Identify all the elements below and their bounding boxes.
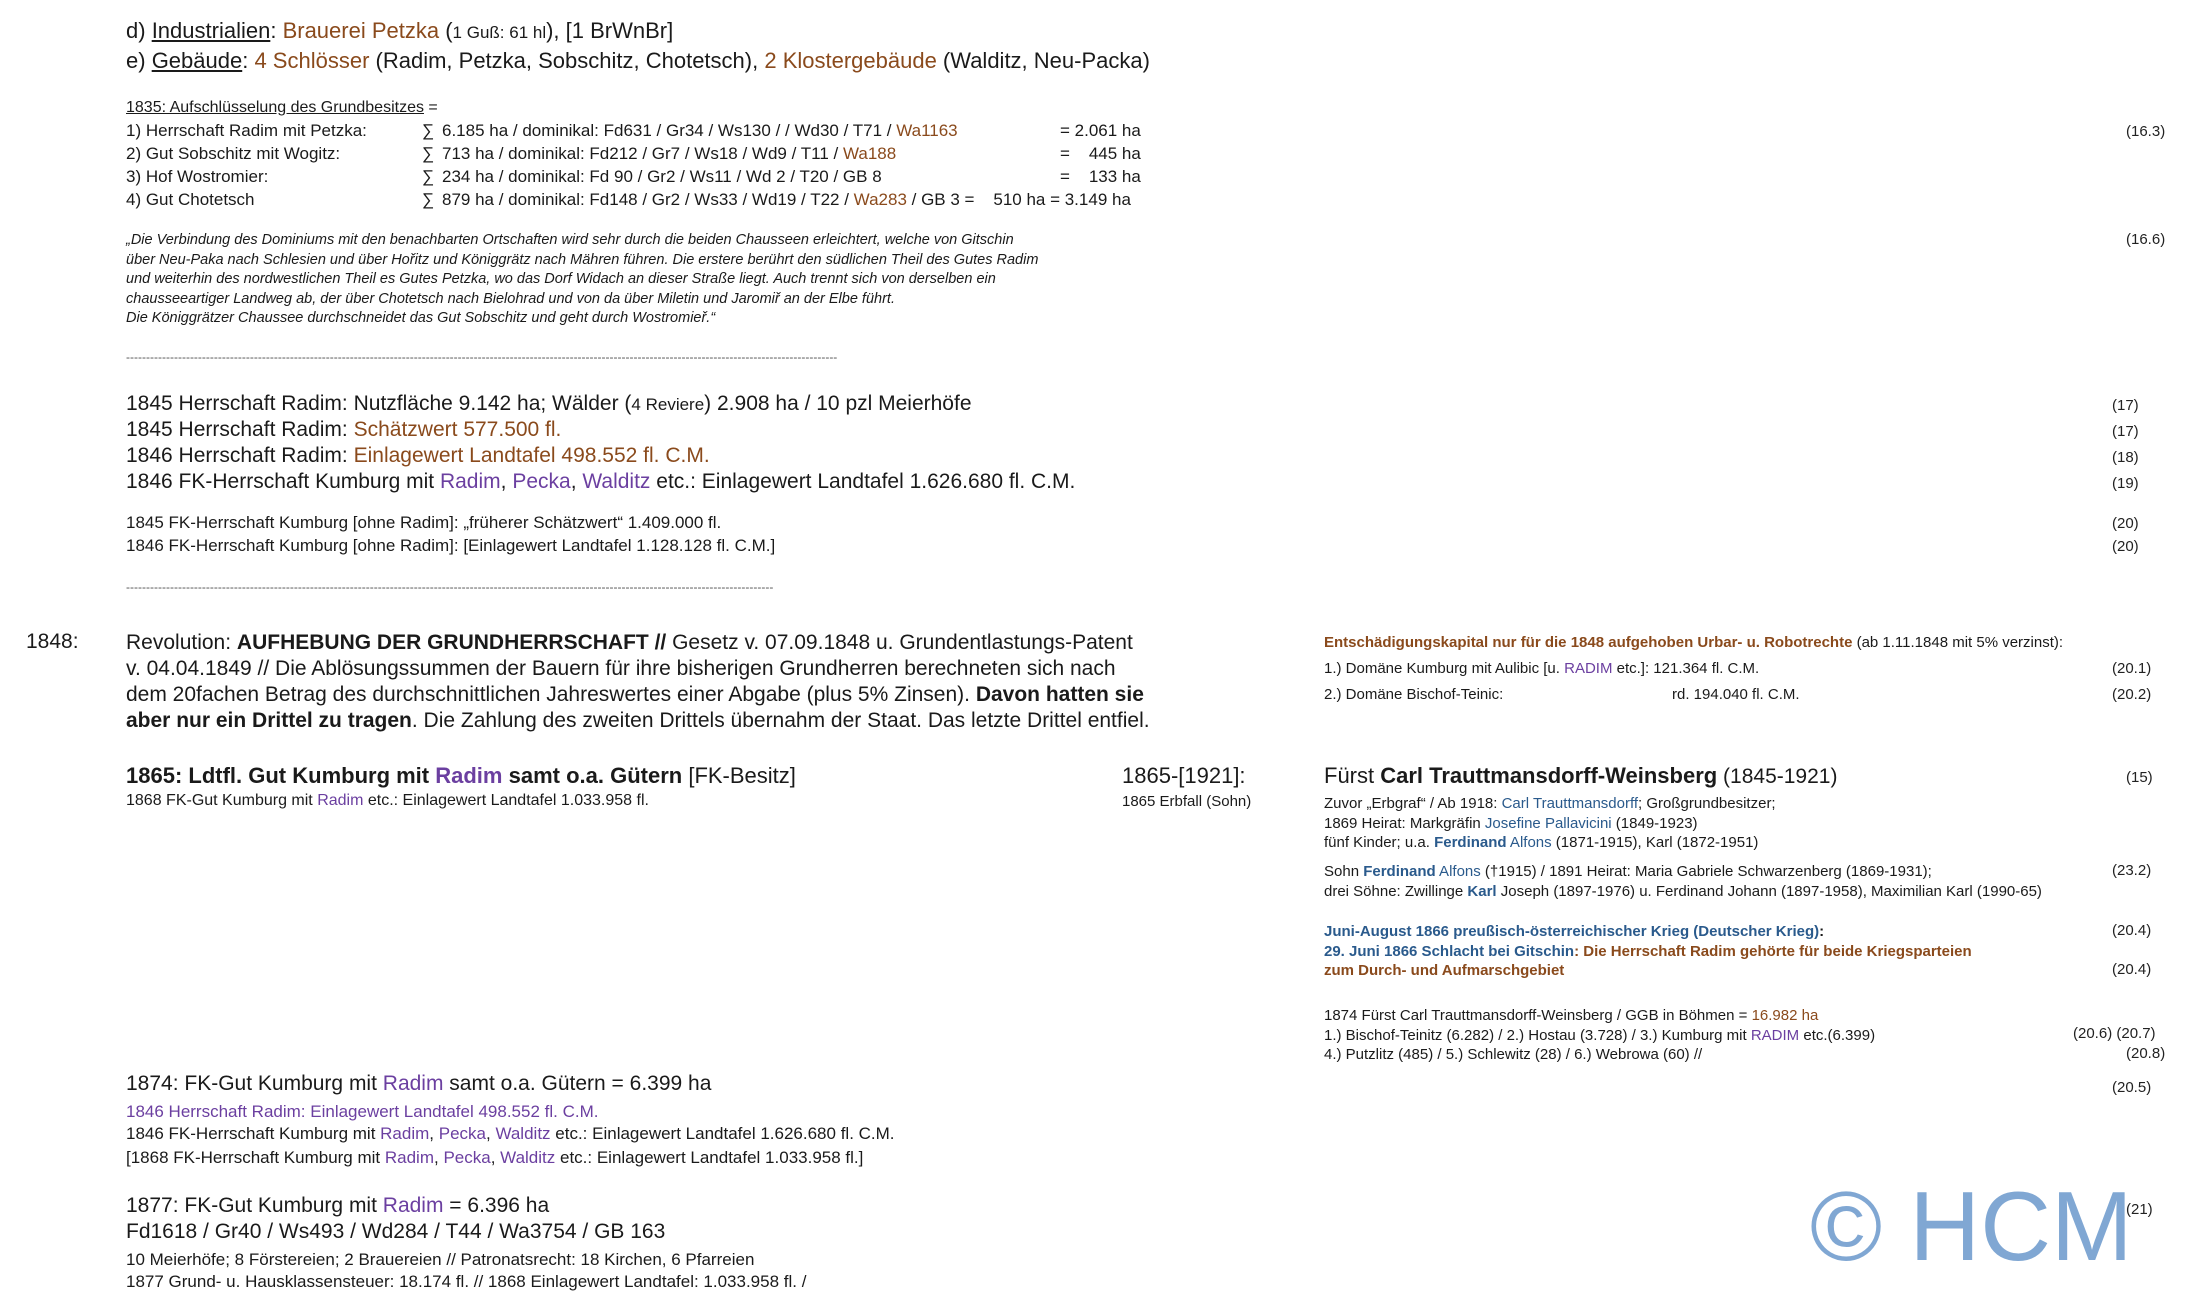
schaetzwert: Schätzwert 577.500 fl. bbox=[353, 418, 562, 441]
line-1846-kumburg-b bbox=[126, 1124, 895, 1144]
row-total: = 445 ha bbox=[1060, 144, 1141, 163]
ref-21: (21) bbox=[2126, 1201, 2153, 1218]
text: (Walditz, Neu-Packa) bbox=[936, 48, 1150, 73]
krieg-block bbox=[1324, 922, 1972, 981]
sigma: ∑ bbox=[422, 190, 435, 209]
ref-20-2: (20.2) bbox=[2112, 686, 2152, 703]
row-values: 6.185 ha / dominikal: Fd631 / Gr34 / Ws130 / / Wd30 / T71 / bbox=[442, 121, 897, 140]
detail-line bbox=[1324, 862, 2042, 882]
name: Carl Trauttmansdorff-Weinsberg bbox=[1380, 763, 1718, 788]
text: samt o.a. Gütern = 6.399 ha bbox=[443, 1072, 712, 1095]
text: , bbox=[485, 1124, 496, 1143]
text: , bbox=[500, 470, 513, 493]
row-name: 2) Gut Sobschitz mit Wogitz: bbox=[126, 144, 341, 163]
line-1846-kumburg bbox=[126, 470, 1075, 494]
text: Fürst bbox=[1324, 763, 1381, 788]
text: etc.]: 121.364 fl. C.M. bbox=[1612, 660, 1760, 677]
domaene-kumburg bbox=[1324, 660, 1759, 677]
text: dem 20fachen Betrag des durchschnittlichen Jahreswertes einer Abgabe (plus 5% Zinsen). bbox=[126, 683, 976, 706]
text: etc.: Einlagewert Landtafel 1.033.958 fl.] bbox=[555, 1148, 864, 1167]
walditz: Walditz bbox=[495, 1124, 551, 1143]
sigma: ∑ bbox=[422, 121, 435, 140]
text: : Ldtfl. Gut Kumburg mit bbox=[174, 763, 436, 788]
line-1877-steuer: 1877 Grund- u. Hausklassensteuer: 18.174 fl. // 1868 Einlagewert Landtafel: 1.033.958 fl. / bbox=[126, 1272, 807, 1291]
ref-23-2: (23.2) bbox=[2112, 862, 2152, 879]
text: etc.: Einlagewert Landtafel 1.626.680 fl. C.M. bbox=[550, 1124, 895, 1143]
paragraph-line bbox=[126, 682, 1150, 708]
ref-16-6: (16.6) bbox=[2126, 231, 2166, 248]
text: 1845 Herrschaft Radim: bbox=[126, 418, 354, 441]
ref-20-5: (20.5) bbox=[2112, 1079, 2152, 1096]
ref-20a: (20) bbox=[2112, 515, 2139, 532]
krieg-line bbox=[1324, 942, 1972, 962]
text: , bbox=[429, 1124, 439, 1143]
wald-value: Wa283 bbox=[853, 190, 907, 209]
row-values: 879 ha / dominikal: Fd148 / Gr2 / Ws33 / Wd19 / T22 / bbox=[442, 190, 854, 209]
aufhebung: AUFHEBUNG DER GRUNDHERRSCHAFT // bbox=[236, 631, 667, 654]
text: etc.: Einlagewert Landtafel 1.626.680 fl. C.M. bbox=[650, 470, 1076, 493]
text: 1868 FK-Gut Kumburg mit bbox=[126, 792, 318, 809]
grundbesitz-row bbox=[126, 121, 1141, 141]
detail-line bbox=[1324, 882, 2042, 902]
row-name: 3) Hof Wostromier: bbox=[126, 167, 269, 186]
guss-text: 1 Guß: 61 hl bbox=[452, 23, 547, 42]
text: , bbox=[434, 1148, 444, 1167]
text: ( bbox=[439, 18, 453, 43]
schlacht: 29. Juni 1866 Schlacht bei Gitschin bbox=[1324, 942, 1575, 960]
text: ), [1 BrWnBr] bbox=[546, 18, 674, 43]
ref-17a: (17) bbox=[2112, 397, 2139, 414]
years-1865-1921: 1865-[1921]: bbox=[1122, 763, 1246, 788]
domaene-bischof: 2.) Domäne Bischof-Teinic: bbox=[1324, 686, 1504, 703]
text: 1877: FK-Gut Kumburg mit bbox=[126, 1194, 383, 1217]
text: (ab 1.11.1848 mit 5% verzinst): bbox=[1852, 634, 2064, 651]
krieg-title: Juni-August 1866 preußisch-österreichischer Krieg (Deutscher Krieg) bbox=[1324, 923, 1820, 940]
gebaeude-label: Gebäude bbox=[151, 48, 243, 73]
text: : Die Herrschaft Radim gehörte für beide Kriegsparteien bbox=[1574, 942, 1972, 960]
detail-line bbox=[1324, 833, 1776, 853]
text: , bbox=[490, 1148, 501, 1167]
ref-20-4b: (20.4) bbox=[2112, 961, 2152, 978]
radim: RADIM bbox=[1564, 660, 1613, 677]
name-link: Carl Trauttmansdorff bbox=[1501, 795, 1639, 812]
text: 1874: FK-Gut Kumburg mit bbox=[126, 1072, 383, 1095]
paragraph-line bbox=[126, 708, 1150, 734]
text: Zuvor „Erbgraf“ / Ab 1918: bbox=[1324, 795, 1502, 812]
text: 1846 FK-Herrschaft Kumburg mit bbox=[126, 1124, 381, 1143]
grundbesitz-row bbox=[126, 167, 1141, 187]
radim: Radim bbox=[382, 1072, 444, 1095]
colon: : bbox=[242, 48, 255, 73]
text: [FK-Besitz] bbox=[682, 763, 796, 788]
radim: Radim bbox=[382, 1194, 444, 1217]
text: = bbox=[423, 99, 438, 116]
entschaedigung-heading bbox=[1324, 634, 2063, 651]
quote-line: chausseeartiger Landweg ab, der über Chotetsch nach Bielohrad und von da über Miletin und Jaromiř an der Elbe führt. bbox=[126, 290, 895, 307]
text: ; Großgrundbesitzer; bbox=[1638, 795, 1776, 812]
section-1835-heading bbox=[126, 99, 438, 117]
e-prefix: e) bbox=[126, 48, 152, 73]
text: ) 2.908 ha / 10 pzl Meierhöfe bbox=[704, 392, 972, 415]
line-1877-flaechen: Fd1618 / Gr40 / Ws493 / Wd284 / T44 / Wa3754 / GB 163 bbox=[126, 1220, 666, 1243]
copyright-watermark: © HCM bbox=[1810, 1171, 2133, 1281]
row-name: 1) Herrschaft Radim mit Petzka: bbox=[126, 121, 367, 140]
text: Gesetz v. 07.09.1848 u. Grundentlastungs-Patent bbox=[666, 631, 1133, 654]
text: fünf Kinder; u.a. bbox=[1324, 834, 1435, 851]
row-values: 234 ha / dominikal: Fd 90 / Gr2 / Ws11 / Wd 2 / T20 / GB 8 bbox=[442, 167, 882, 186]
ref-20-8: (20.8) bbox=[2126, 1045, 2166, 1062]
row-values: 713 ha / dominikal: Fd212 / Gr7 / Ws18 / Wd9 / T11 / bbox=[442, 144, 843, 163]
text: . Die Zahlung des zweiten Drittels übernahm der Staat. Das letzte Drittel entfiel. bbox=[411, 709, 1150, 732]
walditz: Walditz bbox=[582, 470, 651, 493]
quote-line: Die Königgrätzer Chaussee durchschneidet das Gut Sobschitz und geht durch Wostromieř.“ bbox=[126, 310, 716, 326]
text: [1868 FK-Herrschaft Kumburg mit bbox=[126, 1148, 385, 1167]
row-name: 4) Gut Chotetsch bbox=[126, 190, 255, 209]
line-1845-nutzflaeche bbox=[126, 392, 972, 416]
industrialien-label: Industrialien bbox=[151, 18, 271, 43]
text: 1874 Fürst Carl Trauttmansdorff-Weinsberg / GGB in Böhmen = bbox=[1324, 1007, 1752, 1024]
text: Joseph (1897-1976) u. Ferdinand Johann (1897-1958), Maximilian Karl (1990-65) bbox=[1496, 882, 2042, 900]
years: (1845-1921) bbox=[1717, 765, 1838, 788]
row-total: = 133 ha bbox=[1060, 167, 1141, 186]
quote-block bbox=[126, 231, 1038, 329]
line-1846-fk-einlagewert: 1846 FK-Herrschaft Kumburg [ohne Radim]: [Einlagewert Landtafel 1.128.128 fl. C.M.] bbox=[126, 536, 776, 555]
year: 1865 bbox=[126, 763, 175, 788]
name-bold: Karl bbox=[1467, 882, 1497, 900]
title-1865 bbox=[126, 763, 796, 789]
ref-20b: (20) bbox=[2112, 538, 2139, 555]
einlagewert: Einlagewert Landtafel 498.552 fl. C.M. bbox=[353, 444, 710, 467]
name-link: Alfons bbox=[1435, 863, 1481, 880]
name-bold: Ferdinand bbox=[1434, 834, 1507, 851]
text: 1869 Heirat: Markgräfin bbox=[1324, 814, 1485, 832]
text: 1846 FK-Herrschaft Kumburg mit bbox=[126, 470, 440, 493]
ref-20-1: (20.1) bbox=[2112, 660, 2152, 677]
ref-20-4a: (20.4) bbox=[2112, 922, 2152, 939]
industrialien-line bbox=[126, 18, 673, 44]
text: etc.: Einlagewert Landtafel 1.033.958 fl. bbox=[363, 792, 649, 809]
walditz: Walditz bbox=[500, 1148, 556, 1167]
text: 1845 Herrschaft Radim: Nutzfläche 9.142 ha; Wälder ( bbox=[126, 392, 632, 415]
line-1845-schaetzwert bbox=[126, 418, 561, 442]
year-1848: 1848: bbox=[26, 630, 79, 653]
heading-bold: Entschädigungskapital nur für die 1848 aufgehoben Urbar- u. Robotrechte bbox=[1324, 634, 1853, 651]
pecka: Pecka bbox=[438, 1124, 486, 1143]
separator: ------------------------------------------------------------------------------------------------------------------------------------------------------------------ bbox=[126, 580, 774, 594]
fuerst-title bbox=[1324, 763, 1837, 789]
hectares: 16.982 ha bbox=[1751, 1007, 1819, 1024]
ggb-block bbox=[1324, 1006, 1875, 1065]
line-1874 bbox=[126, 1072, 711, 1096]
text: etc.(6.399) bbox=[1799, 1026, 1876, 1044]
ref-20-6-20-7: (20.6) (20.7) bbox=[2073, 1025, 2156, 1042]
revolution-paragraph bbox=[126, 630, 1150, 734]
bold-text: Davon hatten sie bbox=[975, 683, 1144, 706]
text: Revolution: bbox=[126, 631, 237, 654]
row-total: / GB 3 = 510 ha = 3.149 ha bbox=[906, 190, 1131, 209]
ref-19: (19) bbox=[2112, 475, 2139, 492]
radim: Radim bbox=[439, 470, 501, 493]
klostergebaeude: 2 Klostergebäude bbox=[764, 48, 937, 73]
detail-line bbox=[1324, 814, 1776, 834]
radim: Radim bbox=[380, 1124, 430, 1143]
sohn-details bbox=[1324, 862, 2042, 901]
wald-value: Wa188 bbox=[842, 144, 897, 163]
krieg-line bbox=[1324, 922, 1972, 942]
row-total: = 2.061 ha bbox=[1060, 121, 1141, 140]
fuerst-details bbox=[1324, 794, 1776, 853]
line-1877-meierhoefe: 10 Meierhöfe; 8 Förstereien; 2 Brauereien // Patronatsrecht: 18 Kirchen, 6 Pfarreien bbox=[126, 1250, 755, 1269]
paragraph-line bbox=[126, 630, 1150, 656]
text: (1871-1915), Karl (1872-1951) bbox=[1551, 834, 1759, 851]
d-prefix: d) bbox=[126, 18, 152, 43]
sigma: ∑ bbox=[422, 144, 435, 163]
detail-line bbox=[1324, 794, 1776, 814]
ggb-line: 4.) Putzlitz (485) / 5.) Schlewitz (28) / 6.) Webrowa (60) // bbox=[1324, 1046, 1703, 1063]
schloesser: 4 Schlösser bbox=[254, 48, 370, 73]
text: (†1915) / 1891 Heirat: Maria Gabriele Schwarzenberg (1869-1931); bbox=[1480, 863, 1932, 880]
sigma: ∑ bbox=[422, 167, 435, 186]
domaene-bischof-value: rd. 194.040 fl. C.M. bbox=[1672, 686, 1800, 703]
grundbesitz-row bbox=[126, 190, 1131, 210]
text: samt o.a. Gütern bbox=[502, 763, 683, 788]
radim: Radim bbox=[317, 792, 364, 809]
ggb-line bbox=[1324, 1006, 1875, 1026]
text: 1.) Bischof-Teinitz (6.282) / 2.) Hostau (3.728) / 3.) Kumburg mit bbox=[1324, 1026, 1751, 1044]
name-bold: Ferdinand bbox=[1363, 863, 1436, 880]
quote-line: „Die Verbindung des Dominiums mit den benachbarten Ortschaften wird sehr durch die beiden Chausseen erleichtert, welche von Gitschin bbox=[126, 232, 1014, 248]
text: (Radim, Petzka, Sobschitz, Chotetsch), bbox=[369, 48, 765, 73]
text: = 6.396 ha bbox=[443, 1194, 550, 1217]
ref-15: (15) bbox=[2126, 769, 2153, 786]
line-1846-einlagewert bbox=[126, 444, 710, 468]
text: , bbox=[570, 470, 583, 493]
quote-line: und weiterhin des nordwestlichen Theil es Gutes Petzka, wo das Dorf Widach an dieser Straße liegt. Auch trennt sich von derselben ein bbox=[126, 271, 996, 287]
text: 1846 Herrschaft Radim: bbox=[126, 444, 354, 467]
name-link: Josefine Pallavicini bbox=[1484, 814, 1612, 832]
radim: Radim bbox=[384, 1148, 434, 1167]
reviere: 4 Reviere bbox=[631, 395, 705, 414]
pecka: Pecka bbox=[512, 470, 571, 493]
krieg-line: zum Durch- und Aufmarschgebiet bbox=[1324, 962, 1565, 979]
quote-line: über Neu-Paka nach Schlesien und über Hořitz und Königgrätz nach Mähren führen. Die erstere berührt den südlichen Theil des Gutes Radim bbox=[126, 251, 1039, 268]
ggb-line bbox=[1324, 1026, 1875, 1046]
separator: ---------------------------------------------------------------------------------------------------------------------------------------------------------------------------------- bbox=[126, 350, 838, 364]
line-1877 bbox=[126, 1194, 549, 1218]
grundbesitz-row bbox=[126, 144, 1141, 164]
text: drei Söhne: Zwillinge bbox=[1324, 882, 1468, 900]
ref-18: (18) bbox=[2112, 449, 2139, 466]
wald-value: Wa1163 bbox=[896, 121, 958, 140]
sub-1868 bbox=[126, 792, 649, 810]
line-1845-fk-schaetzwert: 1845 FK-Herrschaft Kumburg [ohne Radim]: „früherer Schätzwert“ 1.409.000 fl. bbox=[126, 513, 722, 532]
ref-16-3: (16.3) bbox=[2126, 123, 2166, 140]
text: (1849-1923) bbox=[1611, 814, 1698, 832]
line-1846-radim: 1846 Herrschaft Radim: Einlagewert Landtafel 498.552 fl. C.M. bbox=[126, 1102, 599, 1121]
heading-text: 1835: Aufschlüsselung des Grundbesitzes bbox=[126, 99, 424, 116]
gebaeude-line bbox=[126, 48, 1150, 74]
pecka: Pecka bbox=[443, 1148, 491, 1167]
bold-text: aber nur ein Drittel zu tragen bbox=[126, 709, 412, 732]
radim: Radim bbox=[435, 763, 503, 788]
colon: : bbox=[270, 18, 283, 43]
text: 1.) Domäne Kumburg mit Aulibic [u. bbox=[1324, 660, 1565, 677]
text: : bbox=[1819, 923, 1825, 940]
text: Sohn bbox=[1324, 863, 1364, 880]
line-1868-kumburg bbox=[126, 1148, 863, 1168]
ref-17b: (17) bbox=[2112, 423, 2139, 440]
paragraph-line: v. 04.04.1849 // Die Ablösungssummen der Bauern für ihre bisherigen Grundherren berechneten sich nach bbox=[126, 657, 1116, 680]
name-link: Alfons bbox=[1506, 834, 1552, 851]
brauerei-petzka: Brauerei Petzka bbox=[282, 18, 440, 43]
radim: RADIM bbox=[1750, 1026, 1800, 1044]
erbfall: 1865 Erbfall (Sohn) bbox=[1122, 793, 1252, 810]
